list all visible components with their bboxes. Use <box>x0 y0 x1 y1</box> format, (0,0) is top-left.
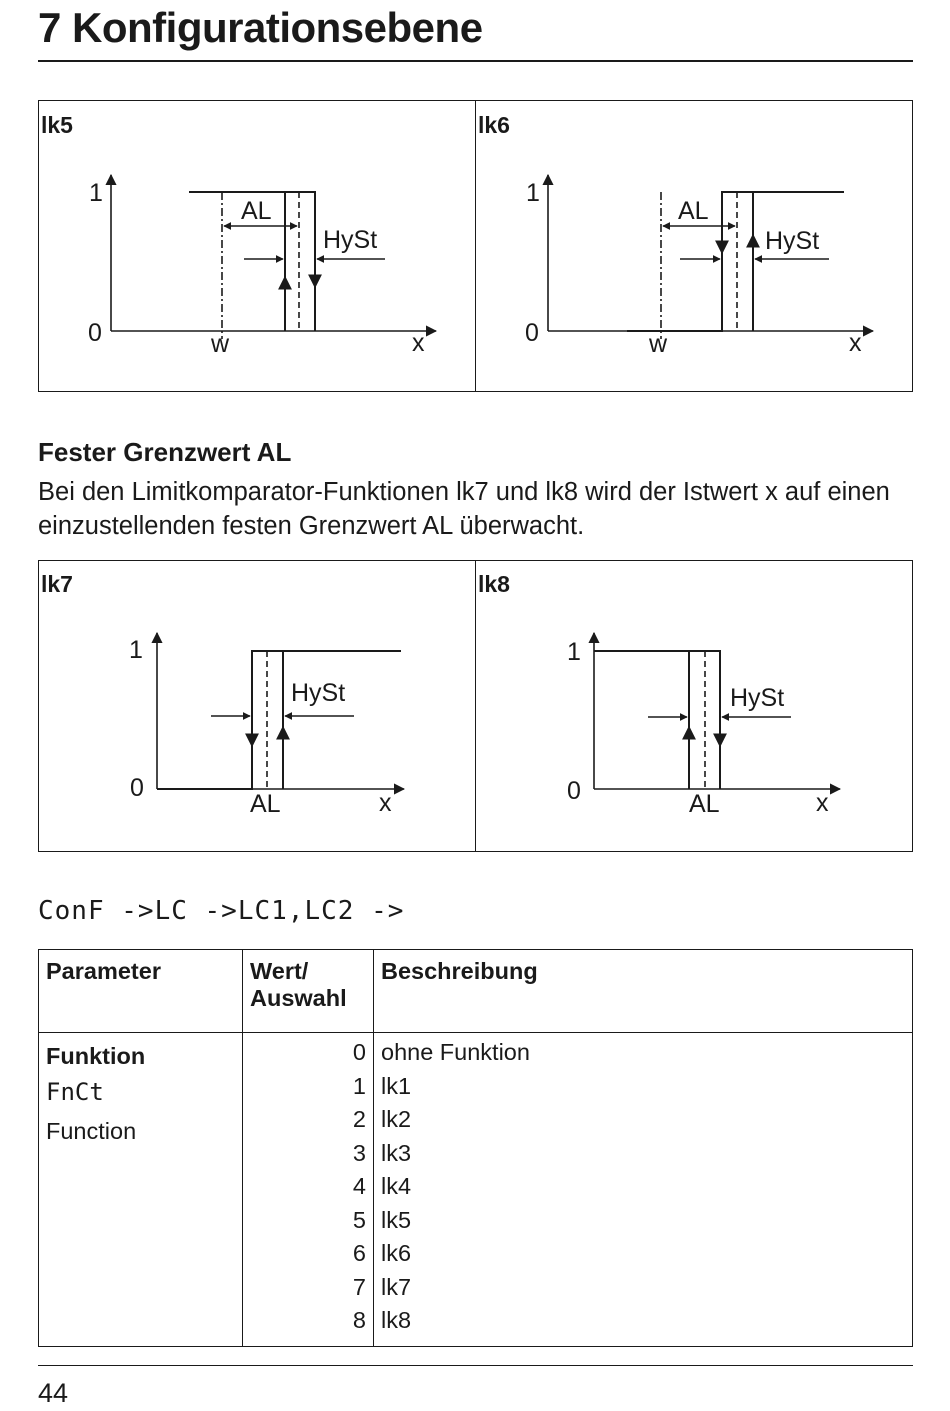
lk6-y-low: 0 <box>525 319 539 347</box>
lk6-hyst-label: HySt <box>765 227 820 255</box>
parameter-table <box>38 949 913 1347</box>
lk8-al-label: AL <box>689 790 720 818</box>
lk6-curve <box>627 192 844 331</box>
param-code: FnCt <box>46 1078 104 1106</box>
list-item: lk4 <box>381 1173 412 1199</box>
value-list <box>250 1036 366 1338</box>
panel-label-lk7: lk7 <box>41 571 73 597</box>
diagram-box-lk7-lk8 <box>38 560 913 852</box>
diagram-box-lk5-lk6 <box>38 100 913 392</box>
list-item: 1 <box>352 1072 366 1099</box>
lk5-hyst-label: HySt <box>323 226 378 254</box>
description-list <box>381 1036 905 1338</box>
footer-rule <box>38 1365 913 1366</box>
param-name: Funktion <box>46 1043 146 1069</box>
list-item: 4 <box>352 1173 366 1199</box>
list-item: lk3 <box>381 1139 412 1166</box>
list-item: lk2 <box>381 1106 412 1132</box>
lk5-setpoint-label: w <box>211 330 230 358</box>
table-row <box>39 1033 913 1347</box>
header-parameter: Parameter <box>39 950 243 1033</box>
lk7-curve <box>157 651 401 789</box>
list-item: 7 <box>352 1273 366 1300</box>
value-cell <box>243 1033 374 1347</box>
lk5-y-high: 1 <box>89 179 103 207</box>
list-item: lk7 <box>381 1273 412 1300</box>
description-cell <box>374 1033 913 1347</box>
param-english: Function <box>46 1118 137 1144</box>
config-path: ConF ->LC ->LC1,LC2 -> <box>38 896 405 926</box>
lk6-x-label: x <box>849 329 862 357</box>
lk7-x-label: x <box>379 789 392 817</box>
header-beschreibung: Beschreibung <box>374 950 913 1033</box>
list-item: lk1 <box>381 1072 412 1099</box>
lk8-x-label: x <box>816 789 829 817</box>
panel-label-lk5: lk5 <box>41 112 73 138</box>
panel-label-lk6: lk6 <box>478 112 510 138</box>
list-item: 3 <box>352 1139 366 1166</box>
lk8-y-low: 0 <box>567 777 581 805</box>
section-heading: Fester Grenzwert AL <box>38 437 292 467</box>
list-item: lk6 <box>381 1240 412 1266</box>
page-number: 44 <box>38 1378 69 1408</box>
header-wert-auswahl: Wert/ Auswahl <box>243 950 374 1033</box>
lk7-y-low: 0 <box>130 774 144 802</box>
lk6-setpoint-label: w <box>649 330 668 358</box>
lk6-al-label: AL <box>678 197 709 225</box>
diagram-lk7-lk8 <box>39 561 912 851</box>
list-item: 6 <box>352 1240 366 1266</box>
list-item: 5 <box>352 1206 366 1233</box>
lk8-curve-upper <box>594 651 720 789</box>
section-body: Bei den Limitkomparator-Funktionen lk7 und lk8 wird der Istwert x auf einen einzustellenden festen Grenzwert AL überwacht. <box>38 478 890 540</box>
lk6-y-high: 1 <box>526 179 540 207</box>
lk7-al-label: AL <box>250 790 281 818</box>
lk5-x-label: x <box>412 329 425 357</box>
lk5-al-label: AL <box>241 197 272 225</box>
lk8-hyst-label: HySt <box>730 684 785 712</box>
list-item: 2 <box>352 1106 366 1132</box>
lk8-y-high: 1 <box>567 638 581 666</box>
lk5-y-low: 0 <box>88 319 102 347</box>
list-item: 0 <box>352 1039 366 1065</box>
page-title: 7 Konfigurationsebene <box>38 4 483 51</box>
lk7-hyst-label: HySt <box>291 679 346 707</box>
table-header-row <box>39 950 913 1033</box>
list-item: lk8 <box>381 1307 412 1333</box>
list-item: 8 <box>352 1307 366 1333</box>
list-item: ohne Funktion <box>381 1039 530 1065</box>
diagram-lk5-lk6 <box>39 101 912 391</box>
lk7-y-high: 1 <box>129 636 143 664</box>
param-cell <box>39 1033 243 1347</box>
title-rule <box>38 60 913 62</box>
list-item: lk5 <box>381 1206 412 1233</box>
panel-label-lk8: lk8 <box>478 571 510 597</box>
